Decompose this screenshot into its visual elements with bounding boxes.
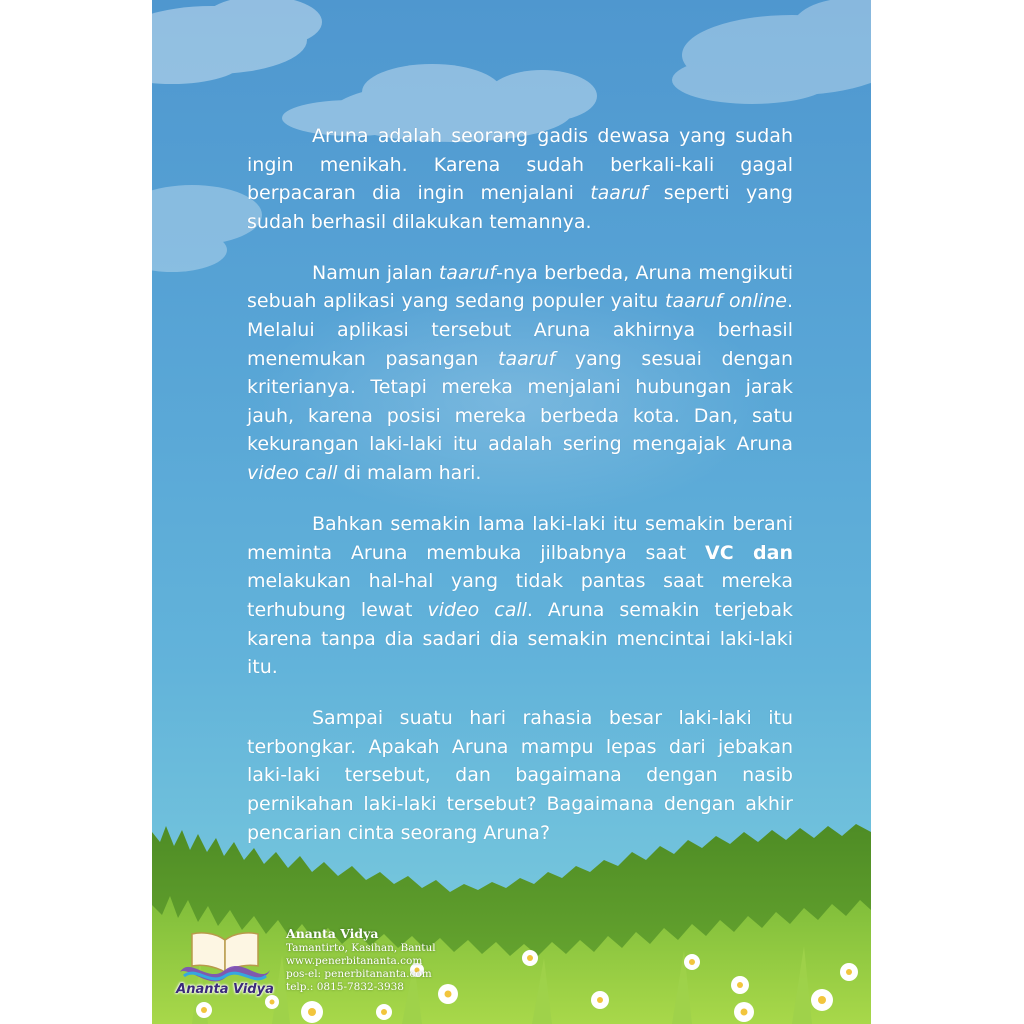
cloud-top-left	[152, 0, 322, 84]
publisher-name: Ananta Vidya	[286, 926, 379, 941]
publisher-address: Tamantirto, Kasihan, Bantul	[286, 942, 436, 954]
publisher-phone: telp.: 0815-7832-3938	[286, 981, 404, 993]
publisher-logo	[170, 926, 280, 1018]
publisher-email: pos-el: penerbitananta.com	[286, 968, 432, 980]
publisher-website: www.penerbitananta.com	[286, 955, 423, 967]
book-back-cover	[152, 0, 871, 1024]
blurb-paragraph-1: Aruna adalah seorang gadis dewasa yang sudah ingin menikah. Karena sudah berkali-kali gagal berpacaran dia ingin menjalani taaruf seperti yang sudah berhasil dilakukan temannya.	[247, 125, 793, 233]
publisher-info	[286, 926, 436, 994]
blurb-text	[247, 122, 793, 870]
blurb-paragraph-4: Sampai suatu hari rahasia besar laki-laki itu terbongkar. Apakah Aruna mampu lepas dari jebakan laki-laki tersebut, dan bagaimana dengan nasib pernikahan laki-laki tersebut? Bagaimana dengan akhir pencarian cinta seorang Aruna?	[247, 707, 793, 844]
cloud-left-mid	[152, 185, 262, 272]
cloud-top-right	[672, 0, 871, 104]
open-book-icon	[170, 926, 280, 986]
blurb-paragraph-3: Bahkan semakin lama laki-laki itu semakin berani meminta Aruna membuka jilbabnya saat VC dan melakukan hal-hal yang tidak pantas saat mereka terhubung lewat video call. Aruna semakin terjebak karena tanpa dia sadari dia semakin mencintai laki-laki itu.	[247, 513, 794, 679]
blurb-paragraph-2: Namun jalan taaruf-nya berbeda, Aruna mengikuti sebuah aplikasi yang sedang populer yaitu taaruf online. Melalui aplikasi tersebut Aruna akhirnya berhasil menemukan pasangan taaruf yang sesuai dengan kriterianya. Tetapi mereka menjalani hubungan jarak jauh, karena posisi mereka berbeda kota. Dan, satu kekurangan laki-laki itu adalah sering mengajak Aruna video call di malam hari.	[247, 261, 793, 485]
logo-wordmark: Ananta Vidya	[176, 982, 274, 997]
